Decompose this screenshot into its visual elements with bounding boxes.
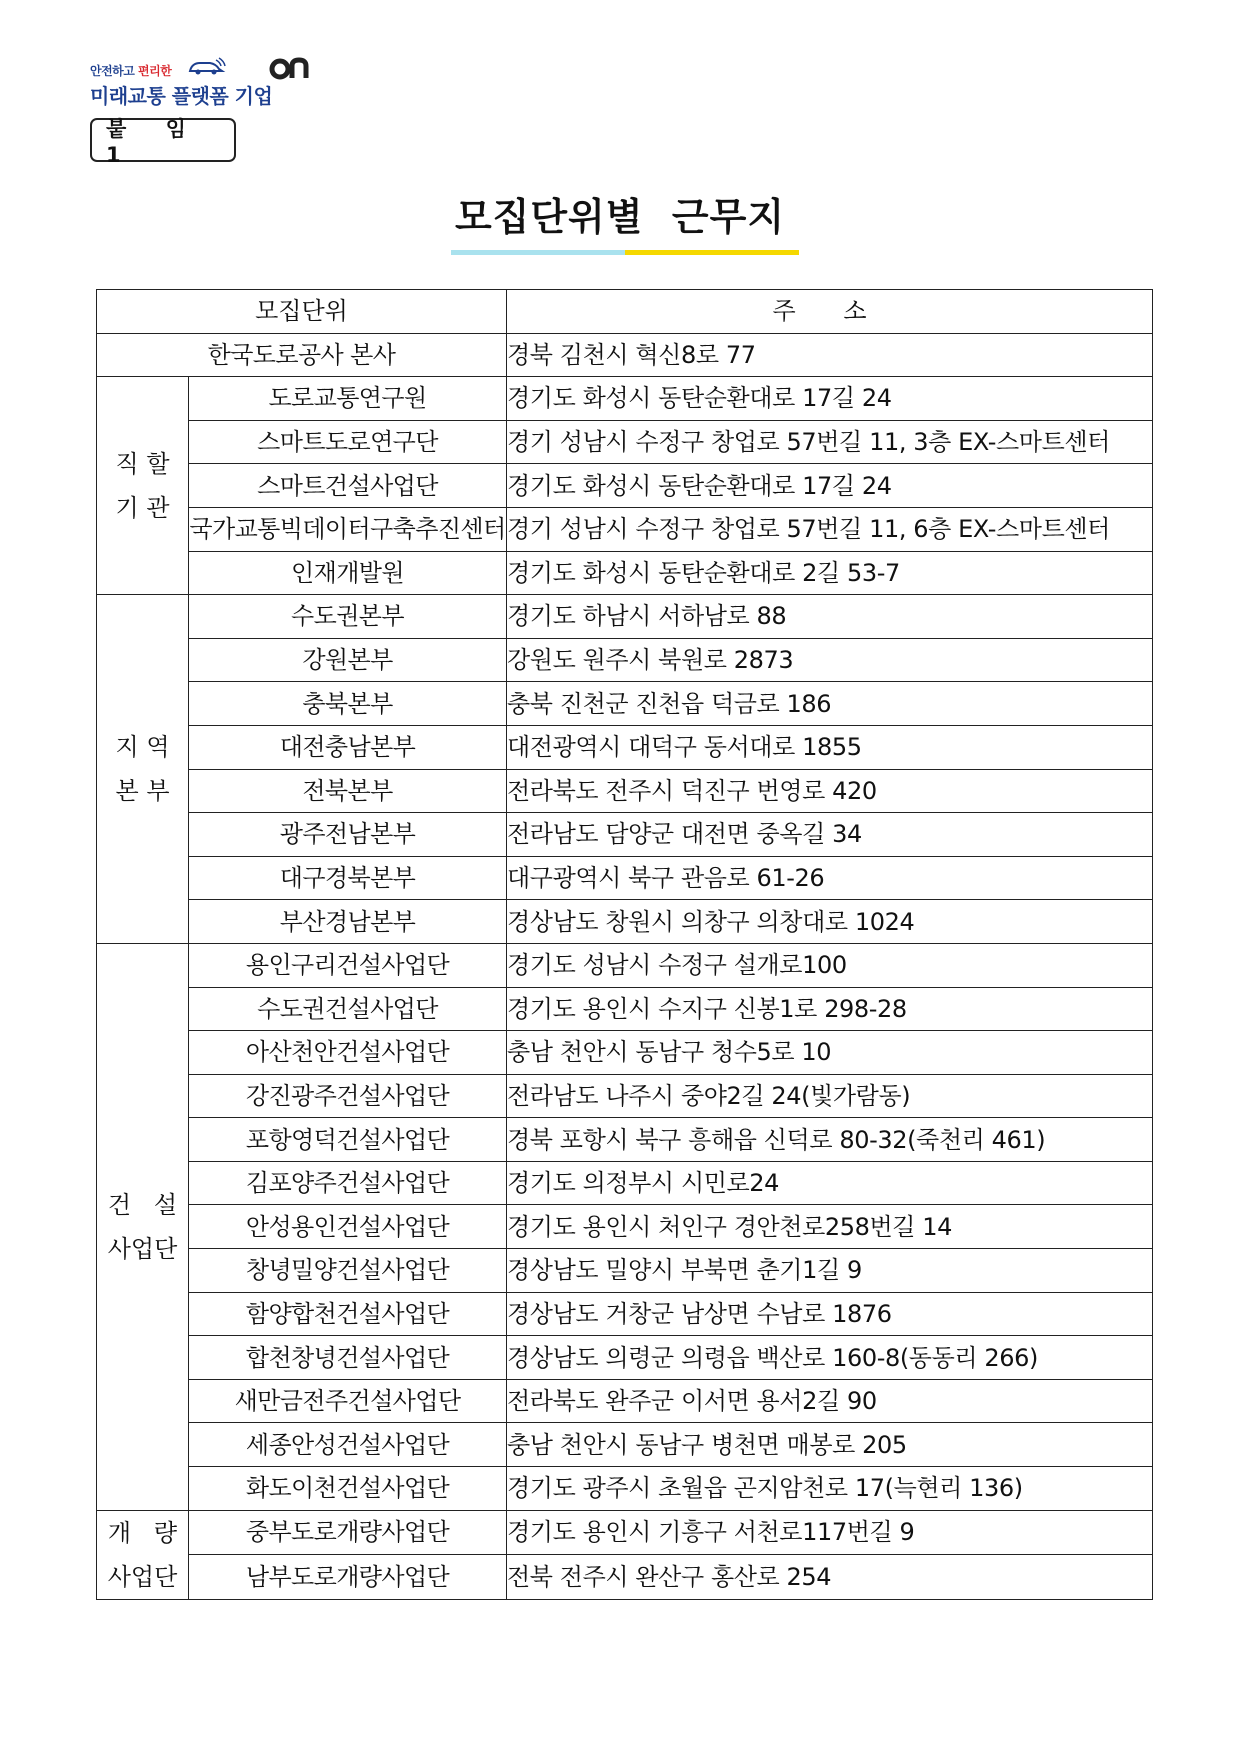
title-underline-cyan <box>451 250 625 255</box>
table-row <box>97 1161 1153 1205</box>
group-regional-hq: 지 역 본 부 <box>97 595 189 944</box>
table-row <box>97 1249 1153 1293</box>
address-cell: 경북 김천시 혁신8로 77 <box>507 333 1153 377</box>
logo-main-text: 미래교통 플랫폼 기업 <box>90 84 273 108</box>
address-cell: 충남 천안시 동남구 병천면 매봉로 205 <box>507 1423 1153 1467</box>
address-cell: 충남 천안시 동남구 청수5로 10 <box>507 1031 1153 1075</box>
unit-cell: 중부도로개량사업단 <box>189 1510 507 1555</box>
address-cell: 강원도 원주시 북원로 2873 <box>507 638 1153 682</box>
unit-cell: 스마트건설사업단 <box>189 464 507 508</box>
address-cell: 경기 성남시 수정구 창업로 57번길 11, 3층 EX-스마트센터 <box>507 420 1153 464</box>
table-row <box>97 682 1153 726</box>
address-cell: 경기도 용인시 처인구 경안천로258번길 14 <box>507 1205 1153 1249</box>
address-cell: 대구광역시 북구 관음로 61-26 <box>507 856 1153 900</box>
address-cell: 경기도 성남시 수정구 설개로100 <box>507 943 1153 987</box>
workplace-table <box>96 289 1153 1600</box>
address-cell: 경기도 용인시 수지구 신봉1로 298-28 <box>507 987 1153 1031</box>
address-cell: 경북 포항시 북구 흥해읍 신덕로 80-32(죽천리 461) <box>507 1118 1153 1162</box>
table-row <box>97 987 1153 1031</box>
unit-cell: 새만금전주건설사업단 <box>189 1379 507 1423</box>
table-row <box>97 1292 1153 1336</box>
company-logo <box>90 52 320 108</box>
ex-logo-icon <box>268 56 312 82</box>
address-cell: 경기도 광주시 초월읍 곤지암천로 17(늑현리 136) <box>507 1467 1153 1511</box>
unit-cell: 대구경북본부 <box>189 856 507 900</box>
unit-cell: 전북본부 <box>189 769 507 813</box>
logo-slogan: 안전하고 편리한 <box>90 64 172 78</box>
table-row <box>97 1031 1153 1075</box>
table-row <box>97 1074 1153 1118</box>
unit-cell: 한국도로공사 본사 <box>97 333 507 377</box>
address-cell: 경기 성남시 수정구 창업로 57번길 11, 6층 EX-스마트센터 <box>507 507 1153 551</box>
unit-cell: 충북본부 <box>189 682 507 726</box>
title-underline-yellow <box>625 250 799 255</box>
unit-cell: 함양합천건설사업단 <box>189 1292 507 1336</box>
table-row <box>97 1467 1153 1511</box>
table-row <box>97 900 1153 944</box>
unit-cell: 화도이천건설사업단 <box>189 1467 507 1511</box>
table-row <box>97 464 1153 508</box>
table-row <box>97 1379 1153 1423</box>
unit-cell: 합천창녕건설사업단 <box>189 1336 507 1380</box>
address-cell: 경상남도 거창군 남상면 수남로 1876 <box>507 1292 1153 1336</box>
unit-cell: 세종안성건설사업단 <box>189 1423 507 1467</box>
address-cell: 전라북도 완주군 이서면 용서2길 90 <box>507 1379 1153 1423</box>
address-cell: 경기도 의정부시 시민로24 <box>507 1161 1153 1205</box>
table-row <box>97 1510 1153 1555</box>
unit-cell: 스마트도로연구단 <box>189 420 507 464</box>
page-title: 모집단위별 근무지 <box>454 195 786 239</box>
table-row <box>97 1205 1153 1249</box>
table-row <box>97 420 1153 464</box>
table-row <box>97 333 1153 377</box>
car-icon <box>186 56 226 76</box>
address-cell: 전라남도 나주시 중야2길 24(빛가람동) <box>507 1074 1153 1118</box>
unit-cell: 수도권본부 <box>189 595 507 639</box>
table-header-row <box>97 290 1153 334</box>
unit-cell: 용인구리건설사업단 <box>189 943 507 987</box>
address-cell: 경기도 하남시 서하남로 88 <box>507 595 1153 639</box>
group-road-improvement: 개 량 사업단 <box>97 1510 189 1599</box>
address-cell: 경기도 화성시 동탄순환대로 17길 24 <box>507 377 1153 421</box>
unit-cell: 수도권건설사업단 <box>189 987 507 1031</box>
table-row <box>97 595 1153 639</box>
unit-cell: 광주전남본부 <box>189 813 507 857</box>
table-row <box>97 856 1153 900</box>
table-row <box>97 813 1153 857</box>
unit-cell: 안성용인건설사업단 <box>189 1205 507 1249</box>
address-cell: 경기도 화성시 동탄순환대로 17길 24 <box>507 464 1153 508</box>
address-cell: 전라남도 담양군 대전면 중옥길 34 <box>507 813 1153 857</box>
unit-cell: 김포양주건설사업단 <box>189 1161 507 1205</box>
address-cell: 전북 전주시 완산구 홍산로 254 <box>507 1555 1153 1600</box>
table-row <box>97 638 1153 682</box>
table-row <box>97 377 1153 421</box>
group-construction: 건 설 사업단 <box>97 943 189 1510</box>
table-row <box>97 725 1153 769</box>
table-row <box>97 507 1153 551</box>
attachment-label: 붙 임 1 <box>90 118 236 162</box>
unit-cell: 강진광주건설사업단 <box>189 1074 507 1118</box>
table-row <box>97 1336 1153 1380</box>
address-cell: 전라북도 전주시 덕진구 번영로 420 <box>507 769 1153 813</box>
address-cell: 경상남도 의령군 의령읍 백산로 160-8(동동리 266) <box>507 1336 1153 1380</box>
unit-cell: 인재개발원 <box>189 551 507 595</box>
address-cell: 경상남도 창원시 의창구 의창대로 1024 <box>507 900 1153 944</box>
address-cell: 경기도 화성시 동탄순환대로 2길 53-7 <box>507 551 1153 595</box>
unit-cell: 남부도로개량사업단 <box>189 1555 507 1600</box>
address-cell: 경상남도 밀양시 부북면 춘기1길 9 <box>507 1249 1153 1293</box>
header-address: 주 소 <box>507 290 1153 334</box>
table-row <box>97 769 1153 813</box>
unit-cell: 국가교통빅데이터구축추진센터 <box>189 507 507 551</box>
unit-cell: 아산천안건설사업단 <box>189 1031 507 1075</box>
table-row <box>97 943 1153 987</box>
table-row <box>97 1118 1153 1162</box>
unit-cell: 창녕밀양건설사업단 <box>189 1249 507 1293</box>
unit-cell: 도로교통연구원 <box>189 377 507 421</box>
unit-cell: 포항영덕건설사업단 <box>189 1118 507 1162</box>
table-row <box>97 1555 1153 1600</box>
address-cell: 충북 진천군 진천읍 덕금로 186 <box>507 682 1153 726</box>
address-cell: 대전광역시 대덕구 동서대로 1855 <box>507 725 1153 769</box>
header-unit: 모집단위 <box>97 290 507 334</box>
unit-cell: 부산경남본부 <box>189 900 507 944</box>
unit-cell: 강원본부 <box>189 638 507 682</box>
address-cell: 경기도 용인시 기흥구 서천로117번길 9 <box>507 1510 1153 1555</box>
table-row <box>97 1423 1153 1467</box>
unit-cell: 대전충남본부 <box>189 725 507 769</box>
group-direct-agencies: 직 할 기 관 <box>97 377 189 595</box>
table-row <box>97 551 1153 595</box>
